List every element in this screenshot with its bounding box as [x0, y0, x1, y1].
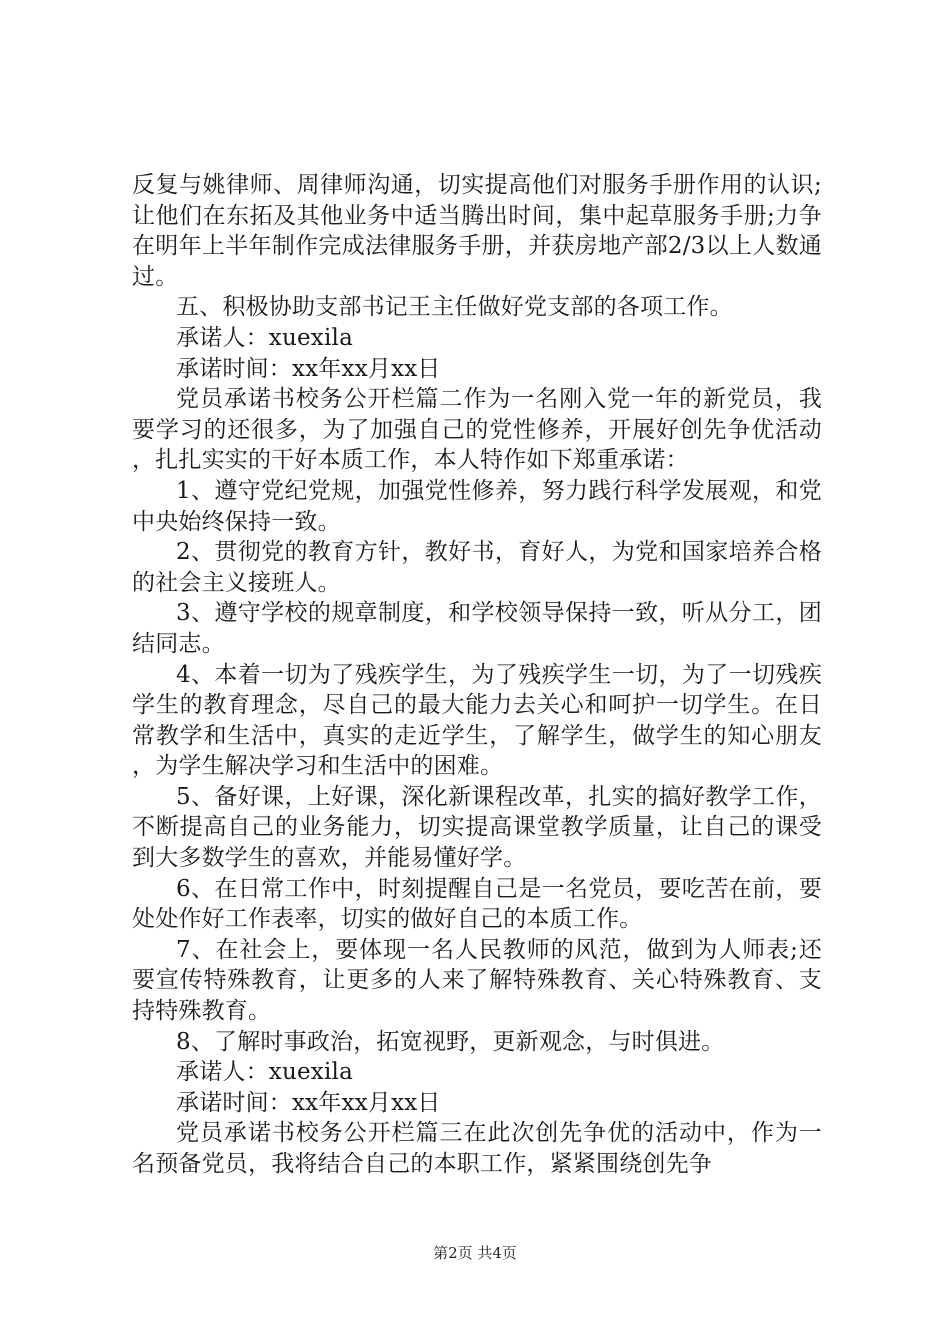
paragraph-section-two-intro: 党员承诺书校务公开栏篇二作为一名刚入党一年的新党员，我要学习的还很多，为了加强自己的党性修养，开展好创先争优活动，扎扎实实的干好本质工作，本人特作如下郑重承诺：	[132, 386, 822, 474]
page-number-footer: 第2页 共4页	[433, 1244, 517, 1262]
paragraph-item-3: 3、遵守学校的规章制度，和学校领导保持一致，听从分工，团结同志。	[132, 600, 822, 657]
paragraph-item-8: 8、了解时事政治，拓宽视野，更新观念，与时俱进。	[176, 1028, 725, 1055]
paragraph-item-4: 4、本着一切为了残疾学生，为了残疾学生一切，为了一切残疾学生的教育理念，尽自己的最大能力去关心和呵护一切学生。在日常教学和生活中，真实的走近学生，了解学生，做学生的知心朋友，为学生解决学习和生活中的困难。	[132, 661, 822, 780]
paragraph-item-5: 5、备好课，上好课，深化新课程改革，扎实的搞好教学工作，不断提高自己的业务能力，切实提高课堂教学质量，让自己的课受到大多数学生的喜欢，并能易懂好学。	[132, 783, 822, 872]
paragraph-promiser-2: 承诺人：xuexila	[176, 1059, 353, 1086]
paragraph-item-6: 6、在日常工作中，时刻提醒自己是一名党员，要吃苦在前，要处处作好工作表率，切实的做好自己的本质工作。	[132, 875, 822, 933]
paragraph-item-five: 五、积极协助支部书记王主任做好党支部的各项工作。	[176, 294, 733, 321]
paragraph-promise-date-2: 承诺时间：xx年xx月xx日	[176, 1089, 441, 1116]
paragraph-item-2: 2、贯彻党的教育方针，教好书，育好人，为党和国家培养合格的社会主义接班人。	[132, 539, 822, 596]
paragraph-continuation: 反复与姚律师、周律师沟通，切实提高他们对服务手册作用的认识;让他们在东拓及其他业务中适当腾出时间，集中起草服务手册;力争在明年上半年制作完成法律服务手册，并获房地产部2/3以上人数通过。	[132, 172, 822, 290]
paragraph-promise-date: 承诺时间：xx年xx月xx日	[176, 355, 441, 382]
paragraph-item-1: 1、遵守党纪党规，加强党性修养，努力践行科学发展观，和党中央始终保持一致。	[132, 477, 822, 535]
paragraph-item-7: 7、在社会上，要体现一名人民教师的风范，做到为人师表;还要宣传特殊教育，让更多的人来了解特殊教育、关心特殊教育、支持特殊教育。	[132, 936, 822, 1025]
paragraph-section-three-intro: 党员承诺书校务公开栏篇三在此次创先争优的活动中，作为一名预备党员，我将结合自己的本职工作，紧紧围绕创先争	[132, 1120, 822, 1177]
document-body	[132, 170, 822, 1180]
paragraph-promiser: 承诺人：xuexila	[176, 324, 353, 351]
